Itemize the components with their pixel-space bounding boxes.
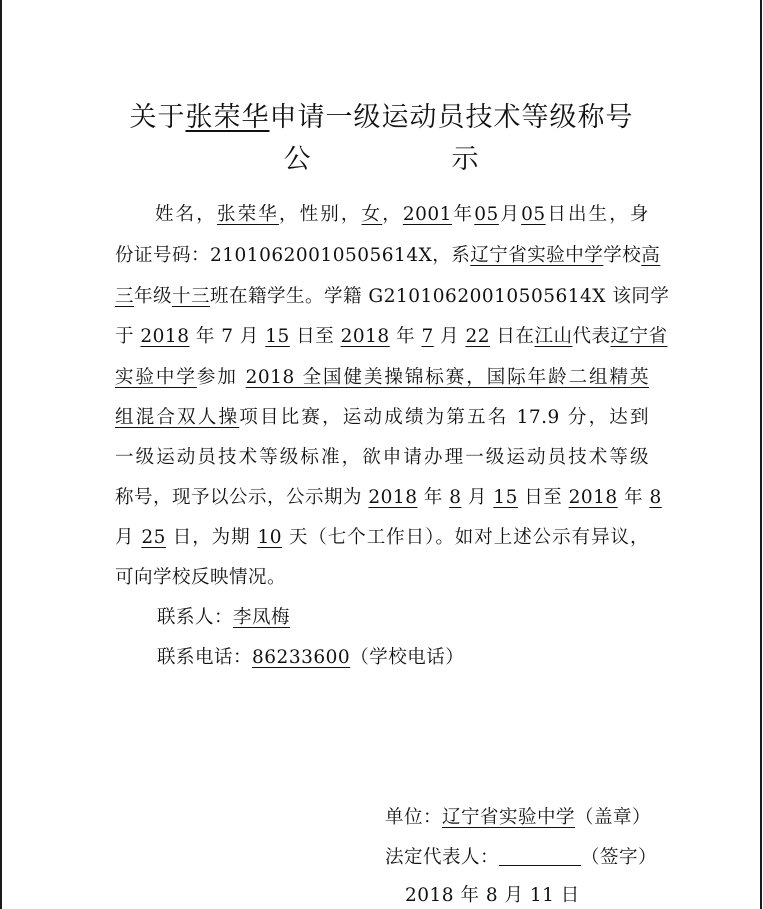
- notice-subtitle: [0, 137, 763, 176]
- footer-representative: 法定代表人： （签字）: [385, 847, 658, 868]
- subtitle-char-1: 公: [283, 144, 312, 175]
- title-prefix: 关于: [129, 102, 186, 133]
- body-line-7: 一级运动员技术等级标准，欲申请办理一级运动员技术等级: [115, 447, 649, 468]
- contact-phone: 联系电话：86233600（学校电话）: [157, 647, 465, 668]
- body-line-3: 三年级十三班在籍学生。学籍 G210106200105056​14X 该同学: [115, 286, 670, 307]
- footer-unit: 单位：辽宁省实验中学（盖章）: [385, 807, 652, 828]
- body-line-4: 于 2018 年 7 月 15 日至 2018 年 7 月 22 日在江山代表辽宁省: [115, 326, 668, 347]
- body-line-8: 称号，现予以公示，公示期为 2018 年 8 月 15 日至 2018 年 8: [115, 487, 662, 508]
- body-line-9: 月 25 日，为期 10 天（七个工作日）。如对上述公示有异议，: [115, 527, 650, 548]
- body-line-6: 组混合双人操项目比赛，运动成绩为第五名 17.9 分，达到: [115, 407, 649, 428]
- signature-blank: [499, 847, 581, 866]
- footer-date: 2018 年 8 月 11 日: [405, 885, 580, 906]
- body-line-5: 实验中学参加 2018 全国健美操锦标赛，国际年龄二组精英: [115, 367, 649, 388]
- subtitle-char-2: 示: [451, 144, 480, 175]
- title-suffix: 申请一级运动员技术等级称号: [269, 102, 634, 133]
- title-name: 张荣华: [185, 102, 270, 133]
- body-line-10: 可向学校反映情况。: [115, 567, 287, 588]
- contact-person: 联系人：李凤梅: [157, 607, 291, 628]
- body-line-1: 姓名，张荣华，性别，女，2001年05月05日出生，身: [155, 204, 649, 225]
- body-line-2: 份证号码：210106200105056​14X，系辽宁省实验中学学校高: [115, 245, 661, 266]
- notice-title: [0, 95, 763, 134]
